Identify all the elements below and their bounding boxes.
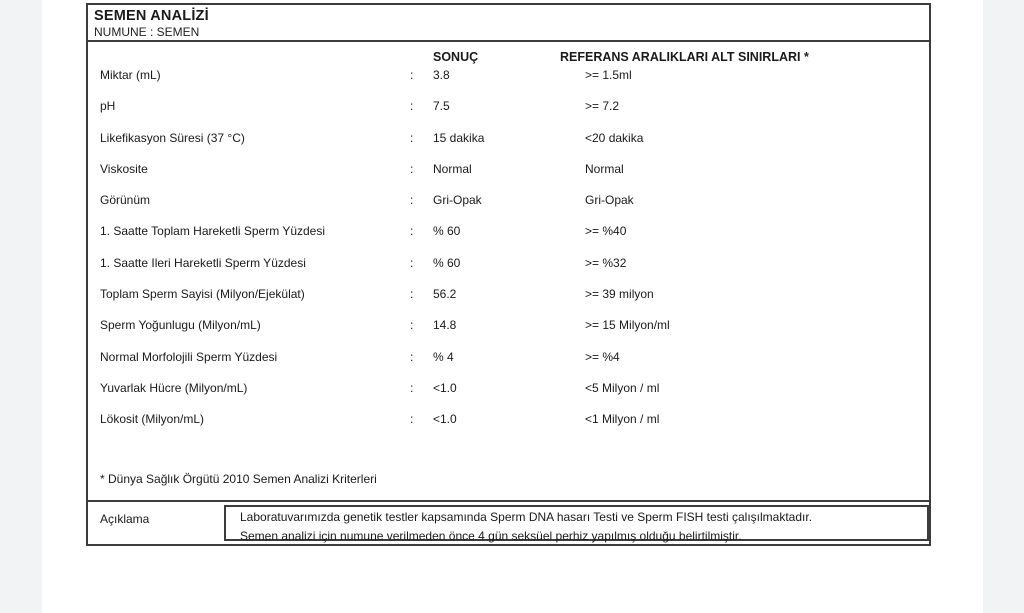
table-row [88,216,929,247]
sample-label: NUMUNE : SEMEN [94,25,200,39]
colon-separator: : [410,287,414,302]
reference-value: Gri-Opak [585,193,634,208]
remarks-box [224,505,929,541]
reference-value: >= %40 [585,224,627,239]
reference-value: >= 39 milyon [585,287,654,302]
parameter-label: Viskosite [100,161,148,176]
parameter-label: Görünüm [100,193,151,208]
result-value: % 60 [433,224,461,239]
result-value: Gri-Opak [433,193,482,208]
table-row [88,342,929,373]
colon-separator: : [410,412,414,427]
table-row [88,279,929,310]
remarks-line: Semen analizi için numune verilmeden önce 4 gün seksüel perhiz yapılmış olduğu belirtilmiştir. [240,529,742,543]
parameter-label: Miktar (mL) [100,68,161,82]
colon-separator: : [410,380,414,395]
parameter-label: Yuvarlak Hücre (Milyon/mL) [100,380,248,395]
semen-analysis-report [86,3,931,546]
result-value: <1.0 [433,412,457,427]
remarks-label: Açıklama [100,512,150,526]
column-header-result: SONUÇ [433,50,479,64]
page-margin-left [0,0,42,613]
reference-value: >= 15 Milyon/ml [585,318,670,333]
colon-separator: : [410,68,414,82]
result-value: Normal [433,161,472,176]
table-row [88,91,929,122]
reference-value: >= 1.5ml [585,68,632,82]
remarks-line: Laboratuvarımızda genetik testler kapsamında Sperm DNA hasarı Testi ve Sperm FISH testi çalışılmaktadır. [240,510,813,524]
table-row [88,404,929,435]
table-row [88,154,929,185]
colon-separator: : [410,130,414,145]
reference-value: Normal [585,161,624,176]
parameter-label: 1. Saatte Toplam Hareketli Sperm Yüzdesi [100,224,326,239]
report-header [88,5,929,42]
page-margin-right [983,0,1024,613]
column-header-reference: REFERANS ARALIKLARI ALT SINIRLARI * [560,50,809,64]
parameter-label: 1. Saatte Ileri Hareketli Sperm Yüzdesi [100,255,306,270]
table-row [88,123,929,154]
reference-value: >= 7.2 [585,99,620,114]
reference-value: >= %32 [585,255,627,270]
table-row [88,185,929,216]
parameter-label: Lökosit (Milyon/mL) [100,412,205,427]
parameter-label: Toplam Sperm Sayisi (Milyon/Ejekülat) [100,287,305,302]
reference-value: <20 dakika [585,130,644,145]
result-value: 3.8 [433,68,450,82]
table-row [88,373,929,404]
colon-separator: : [410,161,414,176]
result-value: 56.2 [433,287,457,302]
results-rows [88,60,929,436]
reference-value: <1 Milyon / ml [585,412,660,427]
colon-separator: : [410,193,414,208]
colon-separator: : [410,99,414,114]
reference-value: <5 Milyon / ml [585,380,660,395]
colon-separator: : [410,224,414,239]
colon-separator: : [410,318,414,333]
result-value: 14.8 [433,318,457,333]
report-title: SEMEN ANALİZİ [94,8,209,24]
reference-value: >= %4 [585,349,620,364]
result-value: % 60 [433,255,461,270]
result-value: % 4 [433,349,454,364]
colon-separator: : [410,349,414,364]
parameter-label: Sperm Yoğunlugu (Milyon/mL) [100,318,261,333]
table-row [88,310,929,341]
parameter-label: Normal Morfolojili Sperm Yüzdesi [100,349,278,364]
result-value: 15 dakika [433,130,485,145]
who-criteria-footnote: * Dünya Sağlık Örgütü 2010 Semen Analizi Kriterleri [100,472,377,486]
result-value: <1.0 [433,380,457,395]
result-value: 7.5 [433,99,450,114]
parameter-label: Likefikasyon Süresi (37 °C) [100,130,245,145]
table-row [88,60,929,91]
remarks-section [88,500,929,544]
table-row [88,248,929,279]
parameter-label: pH [100,99,116,114]
colon-separator: : [410,255,414,270]
